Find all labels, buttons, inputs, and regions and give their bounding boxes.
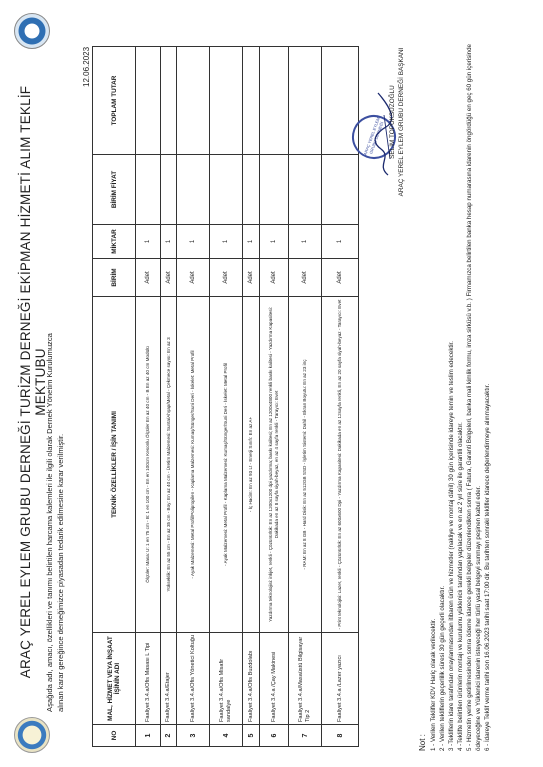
row-unit: Adet [161, 259, 177, 297]
header-price: BİRİM FİYAT [93, 155, 136, 225]
table-row [289, 47, 322, 747]
row-no: 2 [161, 725, 177, 747]
header-total: TOPLAM TUTAR [93, 47, 136, 155]
notes-section [418, 11, 492, 751]
row-total-cell [289, 47, 322, 155]
row-qty: 1 [289, 225, 322, 259]
signer-role: ARAÇ YEREL EYLEM GRUBU DERNEĞİ BAŞKANI [398, 47, 405, 197]
row-total-cell [177, 47, 210, 155]
signer-name: SELİM TOPUKSUZOĞLU [389, 85, 396, 159]
row-price-cell [136, 155, 161, 225]
intro-line-2: alınan karar gereğince derneğimizce piyasadan tedarik edilmesine karar verilmiştir. [56, 433, 65, 712]
row-item: Faaliyet 3.4.a /Çay Makinesi [260, 633, 289, 725]
row-qty: 1 [136, 225, 161, 259]
row-item: Faaliyet 3.4.a/Ofis Masası L Tipi [136, 633, 161, 725]
row-qty: 1 [210, 225, 243, 259]
row-spec: Yükseklik: En az 55 cm - En az 35 cm - Boy: En az 40 cm - Üretim Malzemesi: Sunta/Ahşap/Metal - Çekmece sayısı: En az 3 [161, 297, 177, 633]
note-item: 5 - Hizmetin yerine getirilmesinden sonra ödeme idarece gerekli belgeler düzenlendikten sonra ( Fatura, Garanti Belgeleri, banka mali kimlik formu, imza sirküsü v.b. ) Firmamızca belirtilen banka hesap numarasına idarenin öngördüğü en geç 60 gün içerisinde ödeyeceğine ve Yüklenici idarenin isteyeceği her türlü yasal belgeyi sunmayı peşinen kabul eder. [466, 44, 482, 751]
row-item: Faaliyet 3.4.a/Masaüstü Bilgisayar Tip 2 [289, 633, 322, 725]
row-item: Faaliyet 3.4.a/Ofis Misafir sandalye [210, 633, 243, 725]
row-price-cell [161, 155, 177, 225]
row-unit: Adet [289, 259, 322, 297]
header-qty: MİKTAR [93, 225, 136, 259]
row-item: Faaliyet 3.4.a/Ofis Buzdolabı [243, 633, 260, 725]
note-item: 3 -Tekliflerin idare tarafından onaylanmasından itibaren ürün ve hizmetler (nakliye ve montaj dâhil) 30 gün içerisinde idareye temin ve teslim edecektir. [448, 341, 455, 751]
stamp-text: ARAÇ YEREL EYLEM GRUBU DERNEĞİ [362, 116, 385, 156]
row-unit: Adet [322, 259, 359, 297]
document-title: ARAÇ YEREL EYLEM GRUBU DERNEĞİ TURİZM DERNEĞİ EKİPMAN HİZMETİ ALIM TEKLİF MEKTUBU [18, 85, 48, 679]
notes-title: Not : [418, 734, 427, 751]
row-price-cell [177, 155, 210, 225]
row-qty: 1 [161, 225, 177, 259]
offer-table [92, 46, 359, 747]
note-item: 6 - İdareye Teklif verme tarihi son 16.06.2023 tarihi saat 17:00 dir. Bu tarihten sonraki teklifler idarece değerlendirmeye alınmayacaktır. [484, 383, 491, 751]
row-price-cell [289, 155, 322, 225]
row-item: Faaliyet 3.4.a /Lazer yazıcı [322, 633, 359, 725]
intro-line-1: Aşağıda adı, amacı, özellikleri ve tanımı belirtilen harcama kalemleri ile ilgili olarak Dernek Yönetim Kurulumuzca [45, 333, 54, 712]
row-spec: - İç Hacim: En az 93 Lt - Enerji Sınıfı: En az A+ [243, 297, 260, 633]
row-spec: - RAM: En az 8 GB - Hard Disk: En az 512GB SSD - İşletim Sistemi: Dahil - Ekran Boyutu: En az 23 inç [289, 297, 322, 633]
row-no: 5 [243, 725, 260, 747]
document-date: 12.06.2023 [82, 46, 91, 87]
row-qty: 1 [243, 225, 260, 259]
row-total-cell [243, 47, 260, 155]
row-price-cell [243, 155, 260, 225]
row-price-cell [260, 155, 289, 225]
row-qty: 1 [260, 225, 289, 259]
signature-block [388, 37, 406, 207]
row-unit: Adet [210, 259, 243, 297]
note-item: 1 - Verilen Teklifler KDV Hariç olarak verilecektir. [430, 618, 437, 751]
row-spec: Yazdırma teknolojisi: inkjet, renkli - Çözünürlük: En az 1200x1200 dpi yazdırma; baskı kalitesi; En az 1200x4800 renkli baskı kalitesi - Yazdırma Kapasitesi: Dakikada en az 8 sayfa siyah-beyaz, en az 4 sayfa renkli - Tarayıcı: Evet [260, 297, 289, 633]
header-no: NO [93, 725, 136, 747]
row-unit: Adet [136, 259, 161, 297]
header-spec: TEKNİK ÖZELLİKLER / İŞİN TANIMI [93, 297, 136, 633]
row-spec: Ölçüler: Masa: U: 1 en 75 cm - B: 1 en 100 cm - En en 100cm Kesonlu Ölçüler En az 40 cm - B En az 40 cm Modülü [136, 297, 161, 633]
row-qty: 1 [177, 225, 210, 259]
row-item: Faaliyet 3.4.a/Etajer [161, 633, 177, 725]
row-no: 8 [322, 725, 359, 747]
note-item: 4 -Teklifte belirtilen ürünlerin montajı ve kurulumu yükleniciı tarafından yapılacak ve en az 2 yıl süre ile garantili olacaktır. [457, 422, 464, 751]
table-row [136, 47, 161, 747]
note-item: 2 - Verilen tekliflerin geçerlilik süresi 30 gün geçerli olacaktır. [439, 585, 446, 751]
header-item: MAL, HİZMET VEYA İNŞAAT İŞİNİN ADI [93, 633, 136, 725]
row-no: 1 [136, 725, 161, 747]
row-spec: - Ayak Malzemesi: Metal Profil - Kaplama Malzemesi: Kumaş/Sünger/Suni Deri - İskelet: Metal Profil [210, 297, 243, 633]
table-row [210, 47, 243, 747]
table-header-row [93, 47, 136, 747]
row-total-cell [161, 47, 177, 155]
row-spec: - Ayak Malzemesi: Metal Profil/Polipropilen - Kaplama Malzemesi: Kumaş/Sünger/Suni Deri - İskelet: Metal Profil [177, 297, 210, 633]
table-row [322, 47, 359, 747]
row-price-cell [210, 155, 243, 225]
row-qty: 1 [322, 225, 359, 259]
row-total-cell [210, 47, 243, 155]
row-no: 4 [210, 725, 243, 747]
table-row [243, 47, 260, 747]
row-unit: Adet [243, 259, 260, 297]
table-row [260, 47, 289, 747]
row-no: 3 [177, 725, 210, 747]
row-spec: - Print teknolojisi: Lazer, renkli - Çözünürlük: En az 600x600 Dpi - Yazdırma Kapasitesi: Dakikada en az 12sayfa renkli, En az 20 sayfa siyah-beyaz - Tarayıcı: Evet [322, 297, 359, 633]
row-total-cell [136, 47, 161, 155]
row-price-cell [322, 155, 359, 225]
association-logo-right [14, 13, 50, 49]
row-item: Faaliyet 3.4.a/Ofis Yönetici Koltuğu [177, 633, 210, 725]
row-no: 7 [289, 725, 322, 747]
row-no: 6 [260, 725, 289, 747]
row-unit: Adet [260, 259, 289, 297]
intro-paragraph [44, 72, 66, 712]
association-logo-left [14, 717, 50, 753]
row-unit: Adet [177, 259, 210, 297]
table-row [161, 47, 177, 747]
header-unit: BİRİM [93, 259, 136, 297]
table-row [177, 47, 210, 747]
row-total-cell [260, 47, 289, 155]
